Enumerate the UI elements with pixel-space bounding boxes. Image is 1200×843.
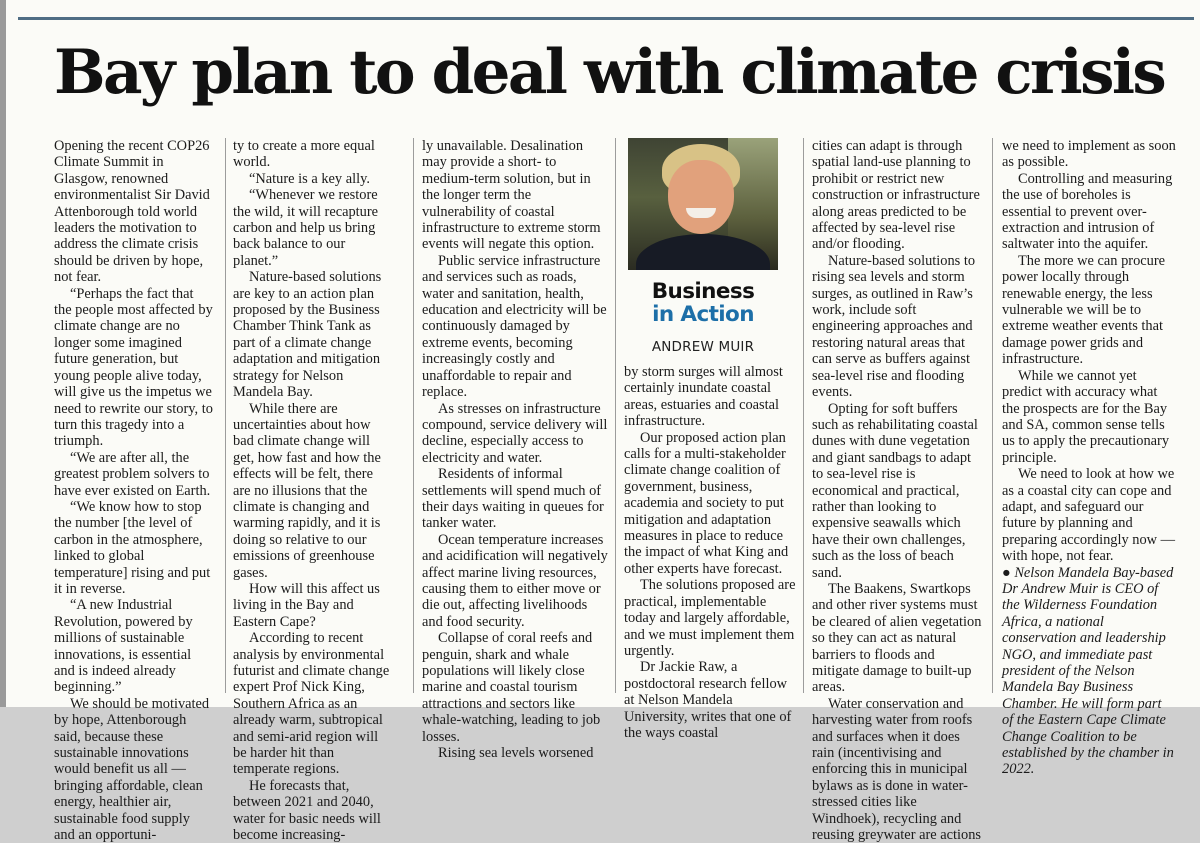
- paragraph: While we cannot yet predict with accuracy what the prospects are for the Bay and SA, common sense tells us to apply the precautionary principle.: [1002, 367, 1170, 466]
- paragraph: Controlling and measuring the use of boreholes is essential to prevent over-extraction and intrusion of saltwater into the aquifer.: [1002, 170, 1173, 253]
- paragraph: “Perhaps the fact that the people most affected by climate change are no longer some imagined future generation, but young people alive today, will give us the impetus we need to rewrite our story, to turn this tragedy into a triumph.: [54, 285, 213, 450]
- paragraph: “A new Industrial Revolution, powered by millions of sustainable innovations, is essential and is indeed already beginning.”: [54, 597, 193, 696]
- paragraph: Collapse of coral reefs and penguin, shark and whale populations will likely close marine and coastal tourism attractions and sectors like whale-watching, leading to job losses.: [422, 630, 601, 745]
- paragraph: We need to look at how we as a coastal city can cope and adapt, and safeguard our future by planning and preparing accordingly now — with hope, not fear.: [1002, 466, 1176, 565]
- article-column-4: [624, 364, 796, 741]
- column-divider: [615, 138, 616, 693]
- headline: Bay plan to deal with climate crisis: [54, 37, 1165, 108]
- paragraph: The Baakens, Swartkops and other river systems must be cleared of alien vegetation so they can act as natural barriers to floods and mitigate damage to built-up areas.: [812, 580, 982, 696]
- author-photo: [628, 138, 778, 270]
- paragraph: cities can adapt is through spatial land-use planning to prohibit or restrict new construction or infrastructure along areas predicted to be affected by sea-level rise and/or flooding.: [812, 138, 980, 253]
- paragraph: Our proposed action plan calls for a multi-stakeholder climate change coalition of government, business, academia and society to put mitigation and adaptation measures in place to reduce the impact of what King and other experts have forecast.: [624, 429, 789, 577]
- column-title-line-1: Business: [651, 279, 755, 304]
- author-bio-text: Nelson Mandela Bay-based Dr Andrew Muir is CEO of the Wilderness Foundation Africa, a national conservation and leadership NGO, and immediate past president of the Nelson Mandela Bay Business Chamber. He will form part of the Eastern Cape Climate Change Coalition to be established by the chamber in 2022.: [1002, 564, 1174, 778]
- paragraph: As stresses on infrastructure compound, service delivery will decline, especially access to electricity and water.: [422, 400, 608, 466]
- photo-face: [668, 160, 734, 234]
- paragraph: Ocean temperature increases and acidification will negatively affect marine living resources, causing them to either move or die out, affecting livelihoods and food security.: [422, 531, 608, 630]
- paragraph: We should be motivated by hope, Attenborough said, because these sustainable innovations would benefit us all — bringing affordable, clean energy, healthier air, sustainable food supply and an opportuni-: [54, 695, 210, 843]
- paragraph: The more we can procure power locally through renewable energy, the less vulnerable we will be to extreme weather events that damage power grids and infrastructure.: [1002, 252, 1166, 368]
- paragraph: Dr Jackie Raw, a postdoctoral research fellow at Nelson Mandela University, writes that one of the ways coastal: [624, 659, 792, 741]
- top-rule: [18, 17, 1194, 20]
- paragraph: Opening the recent COP26 Climate Summit in Glasgow, renowned environmentalist Sir David Attenborough told world leaders the motivation to address the climate crisis should be driven by hope, not fear.: [54, 138, 210, 286]
- paragraph: by storm surges will almost certainly inundate coastal areas, estuaries and coastal infrastructure.: [624, 364, 783, 430]
- article-column-6: [1002, 138, 1176, 778]
- column-divider: [225, 138, 226, 693]
- column-title: [628, 280, 778, 326]
- paragraph: Public service infrastructure and services such as roads, water and sanitation, health, education and electricity will be continuously damaged by extreme events, becoming increasingly costly and unaffordable to repair and replace.: [422, 252, 607, 401]
- paragraph: According to recent analysis by environmental futurist and climate change expert Prof Nick King, Southern Africa as an already warm, subtropical and semi-arid region will be harder hit than temperate regions.: [233, 630, 390, 778]
- paragraph: “We are after all, the greatest problem solvers to have ever existed on Earth.: [54, 449, 211, 499]
- column-title-line-2: in Action: [652, 302, 754, 327]
- paragraph: He forecasts that, between 2021 and 2040, water for basic needs will become increasing-: [233, 777, 381, 843]
- paragraph: The solutions proposed are practical, implementable today and largely affordable, and we must implement them urgently.: [624, 577, 796, 659]
- column-divider: [413, 138, 414, 693]
- paragraph: While there are uncertainties about how bad climate change will get, how fast and how the effects will be felt, there are no illusions that the climate is changing and warming rapidly, and it is doing so relative to our emissions of greenhouse gases.: [233, 400, 381, 581]
- paragraph: How will this affect us living in the Bay and Eastern Cape?: [233, 580, 380, 630]
- column-divider: [803, 138, 804, 693]
- paragraph: Opting for soft buffers such as rehabilitating coastal dunes with dune vegetation and giant sandbags to adapt to sea-level rise is economical and practical, rather than looking to expensive seawalls which have their own challenges, such as the loss of beach sand.: [812, 400, 978, 581]
- paragraph: Rising sea levels worsened: [438, 745, 594, 762]
- paragraph: ty to create a more equal world.: [233, 138, 375, 171]
- article-column-2: [233, 138, 393, 843]
- paragraph: “Whenever we restore the wild, it will recapture carbon and help us bring back balance to our planet.”: [233, 187, 379, 269]
- bullet-icon: ●: [1002, 564, 1011, 581]
- paragraph: “Nature is a key ally.: [249, 170, 370, 187]
- column-divider: [992, 138, 993, 693]
- author-bio: [1002, 565, 1176, 778]
- paragraph: Water conservation and harvesting water from roofs and surfaces when it does rain (incentivising and enforcing this in municipal bylaws as is done in water-stressed cities like Windhoek), recycling and reusing greywater are actions: [812, 695, 982, 843]
- paragraph: Nature-based solutions to rising sea levels and storm surges, as outlined in Raw’s work, include soft engineering approaches and restoring natural areas that can serve as buffers against sea-level rise and flooding events.: [812, 252, 976, 401]
- paragraph: ly unavailable. Desalination may provide a short- to medium-term solution, but in the longer term the vulnerability of coastal infrastructure to extreme storm events will negate this option.: [422, 138, 601, 253]
- article-column-1: [54, 138, 214, 843]
- article-column-3: [422, 138, 608, 761]
- author-byline: ANDREW MUIR: [651, 339, 755, 355]
- paragraph: Nature-based solutions are key to an action plan proposed by the Business Chamber Think Tank as part of a climate change adaptation and mitigation strategy for Nelson Mandela Bay.: [233, 269, 382, 401]
- paragraph: we need to implement as soon as possible.: [1002, 138, 1176, 171]
- article-column-5: [812, 138, 984, 843]
- paragraph: Residents of informal settlements will spend much of their days waiting in queues for tanker water.: [422, 466, 604, 532]
- paragraph: “We know how to stop the number [the level of carbon in the atmosphere, linked to global temperature] rising and put it in reverse.: [54, 498, 211, 597]
